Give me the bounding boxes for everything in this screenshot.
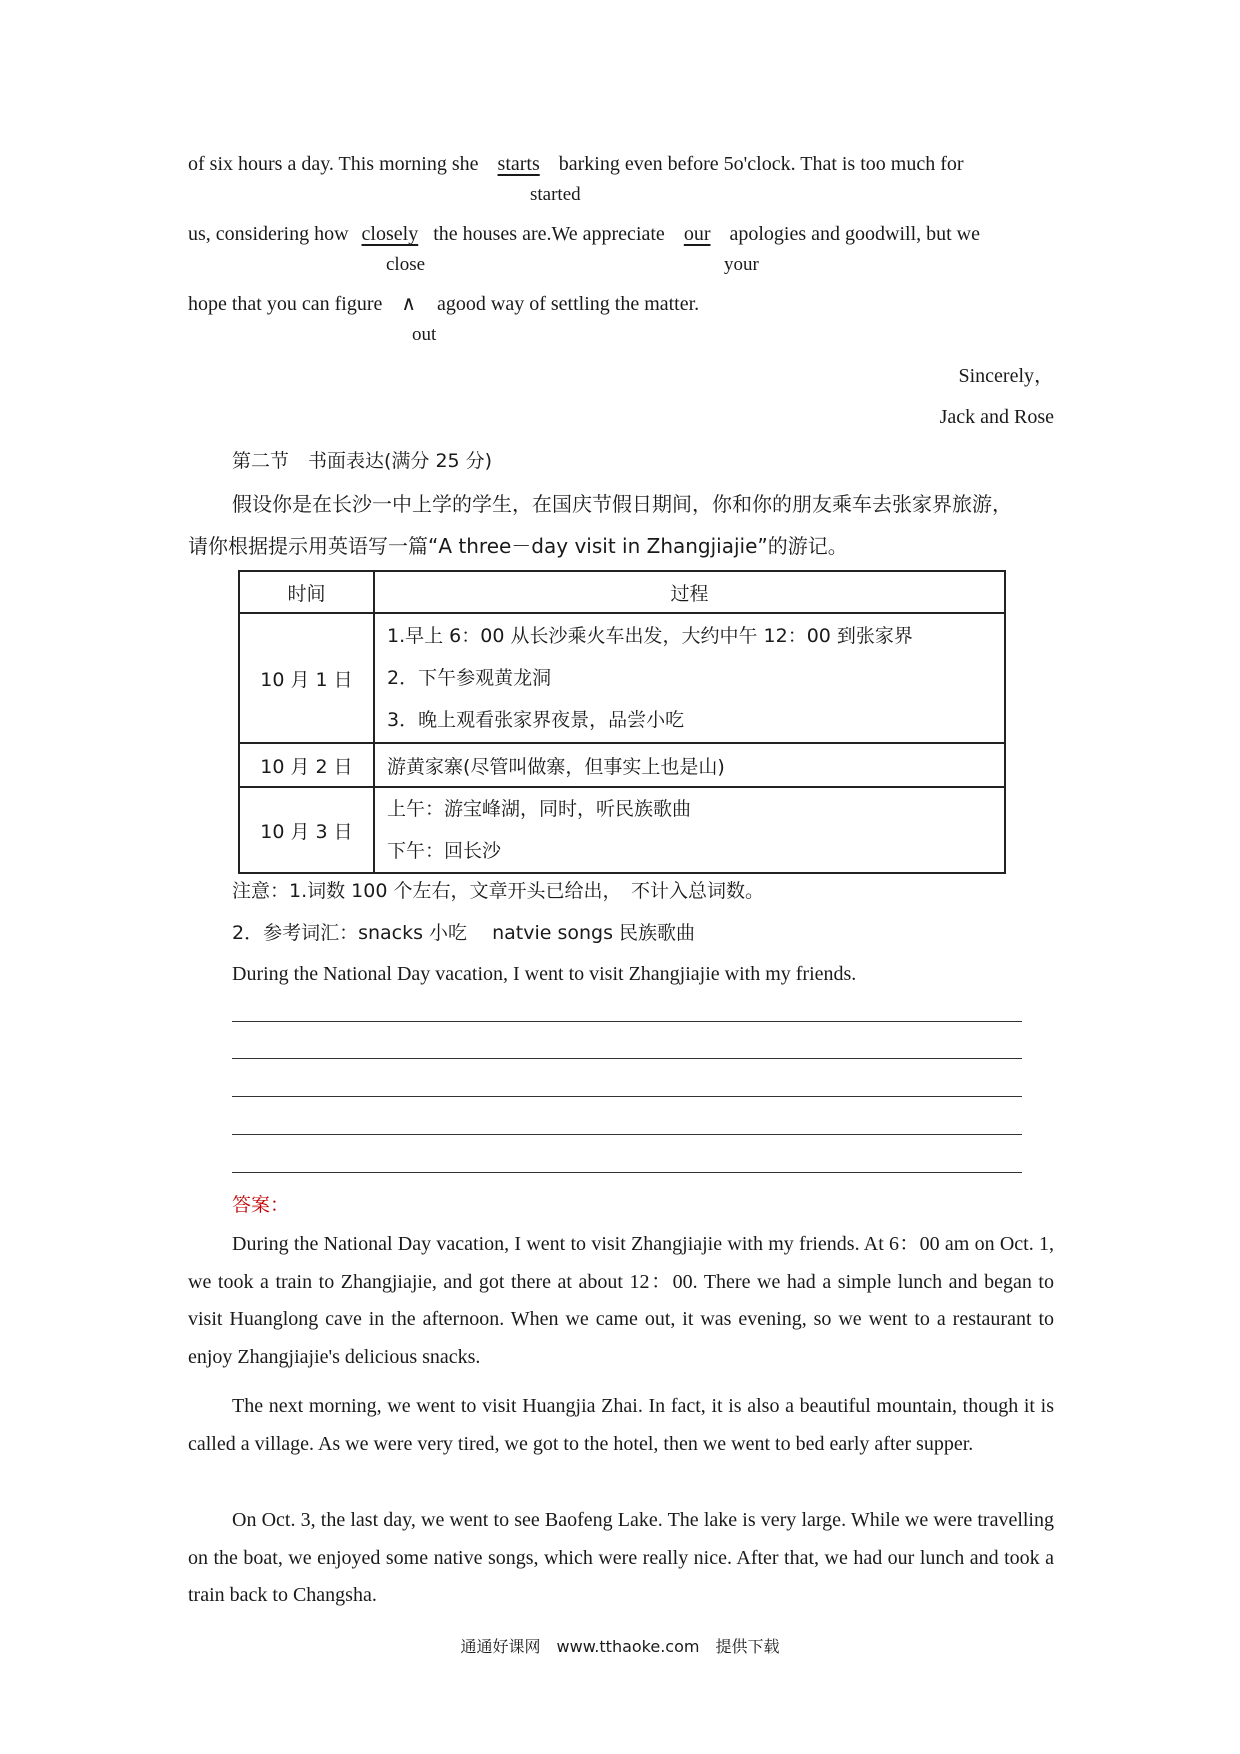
section-heading: 第二节 书面表达(满分 25 分) [232,450,493,472]
schedule-table [238,570,1006,874]
answer-p1-text: During the National Day vacation, I went to visit Zhangjiajie with my friends. At 6：00 am on Oct. 1, we took a train to Zhangjiajie, and got there at about 12：00. There we had a simple lunch and began to visit Huanglong cave in the afternoon. When we came out, it was evening, so we went to a restaurant to enjoy Zhangjiajie's delicious snacks. [188,1233,1054,1368]
day3-item: 上午：游宝峰湖，同时，听民族歌曲 [387,798,692,820]
prompt-line-2: 请你根据提示用英语写一篇“A three－day visit in Zhangjiajie”的游记。 [188,534,848,558]
fix-close: close [386,254,426,275]
answer-paragraph-2 [188,1388,1054,1463]
fix-started: started [530,184,581,205]
line1-post: barking even before 5o'clock. That is too much for [558,153,964,175]
line2-mid: the houses are.We appreciate [433,223,665,245]
day2-date: 10 月 2 日 [239,743,374,787]
day1-item: 2．下午参观黄龙洞 [387,667,552,689]
answer-p2-text: The next morning, we went to visit Huangjia Zhai. In fact, it is also a beautiful mountain, though it is called a village. As we were very tired, we got to the hotel, then we went to bed early after supper. [188,1395,1054,1455]
line3-post: agood way of settling the matter. [437,293,700,315]
writing-line [232,1172,1022,1173]
fix-out: out [412,324,437,345]
answer-label: 答案： [232,1194,290,1216]
day3-date: 10 月 3 日 [239,787,374,873]
note-2: 2．参考词汇：snacks 小吃 natvie songs 民族歌曲 [232,922,696,944]
correction-line-2 [188,222,980,246]
error-word-starts: starts [497,153,540,175]
writing-line [232,1058,1022,1059]
writing-line [232,1021,1022,1022]
fix-your: your [724,254,759,275]
line1-pre: of six hours a day. This morning she [188,153,479,175]
page-footer: 通通好课网 www.tthaoke.com 提供下载 [460,1637,780,1656]
essay-opening: During the National Day vacation, I went to visit Zhangjiajie with my friends. [232,963,857,985]
prompt-line-1: 假设你是在长沙一中上学的学生，在国庆节假日期间，你和你的朋友乘车去张家界旅游， [232,492,1012,516]
signature: Jack and Rose [939,406,1054,428]
insert-caret: ∧ [401,293,417,315]
note-1: 注意：1.词数 100 个左右，文章开头已给出， 不计入总词数。 [232,880,764,902]
error-word-closely: closely [361,223,419,245]
answer-paragraph-1 [188,1226,1054,1376]
error-word-our: our [683,223,711,245]
correction-line-3 [188,292,699,316]
header-process: 过程 [374,571,1005,613]
line3-pre: hope that you can figure [188,293,383,315]
day1-item: 3．晚上观看张家界夜景，品尝小吃 [387,709,685,731]
answer-p3-text: On Oct. 3, the last day, we went to see Baofeng Lake. The lake is very large. While we were travelling on the boat, we enjoyed some native songs, which were really nice. After that, we had our lunch and took a train back to Changsha. [188,1509,1054,1606]
answer-paragraph-3 [188,1502,1054,1615]
correction-line-1 [188,152,964,176]
day2-item: 游黄家寨(尽管叫做寨，但事实上也是山) [374,743,1005,787]
header-time: 时间 [239,571,374,613]
writing-line [232,1096,1022,1097]
day1-date: 10 月 1 日 [239,613,374,743]
day1-process [374,613,1005,743]
day1-item: 1.早上 6：00 从长沙乘火车出发，大约中午 12：00 到张家界 [387,625,913,647]
closing: Sincerely， [958,365,1054,387]
day3-item: 下午：回长沙 [387,840,502,862]
line2-post: apologies and goodwill, but we [729,223,981,245]
day3-process [374,787,1005,873]
line2-pre: us, considering how [188,223,349,245]
writing-line [232,1134,1022,1135]
